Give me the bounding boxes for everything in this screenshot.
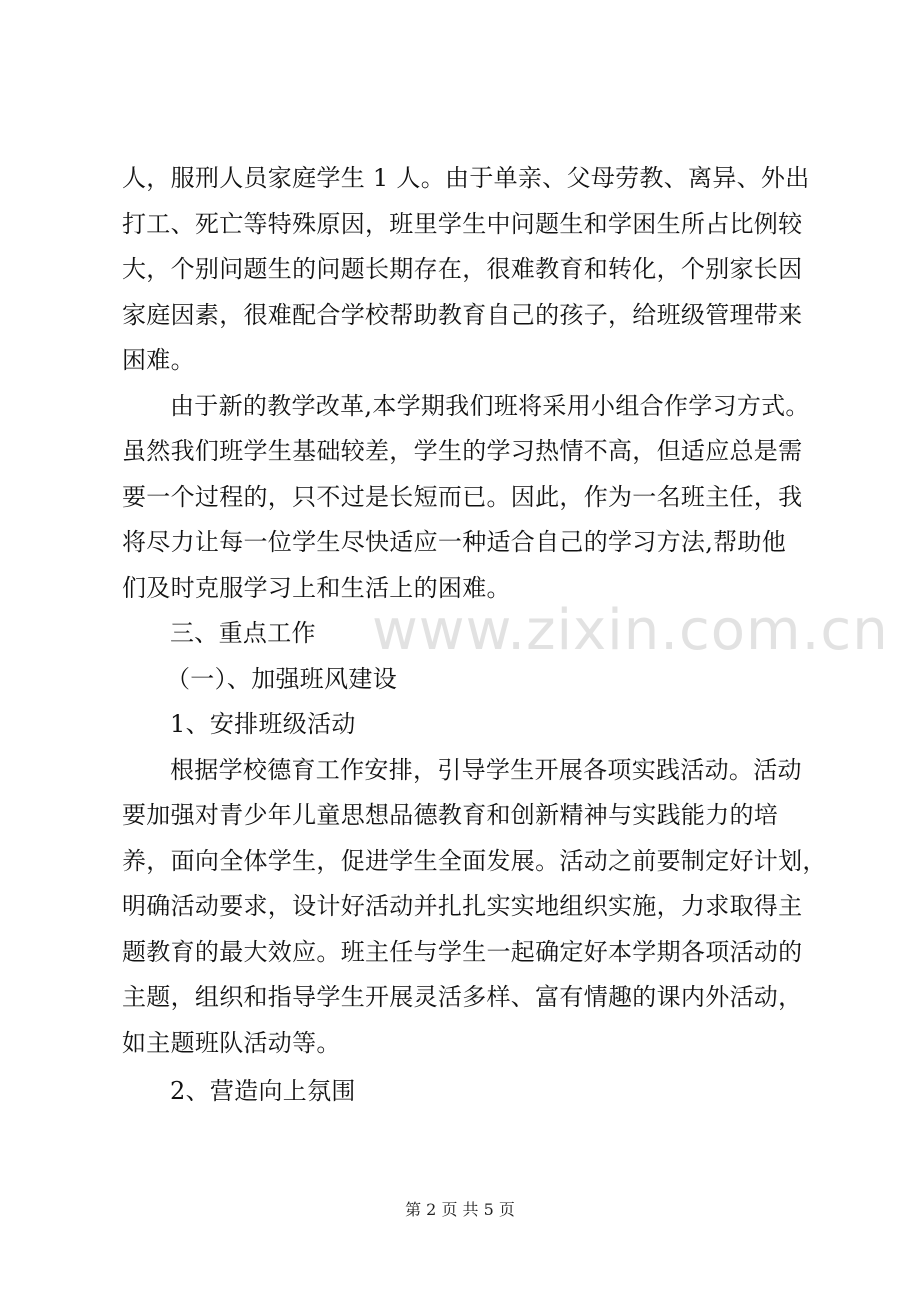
body-text-line: 要加强对青少年儿童思想品德教育和创新精神与实践能力的培	[122, 801, 779, 829]
body-text-line: 们及时克服学习上和生活上的困难。	[122, 573, 511, 602]
body-text-line: 主题，组织和指导学生开展灵活多样、富有情趣的课内外活动，	[122, 983, 803, 1011]
body-text-line: 明确活动要求，设计好活动并扎扎实实地组织实施，力求取得主	[122, 892, 803, 920]
body-text-line: 养，面向全体学生，促进学生全面发展。活动之前要制定好计划，	[122, 846, 827, 875]
body-text-line: 大，个别问题生的问题长期存在，很难教育和转化，个别家长因	[122, 255, 803, 283]
body-text-line: 由于新的教学改革,本学期我们班将采用小组合作学习方式。	[170, 391, 810, 420]
body-text-line: 家庭因素，很难配合学校帮助教育自己的孩子，给班级管理带来	[122, 300, 803, 329]
list-item-heading: 1、安排班级活动	[170, 710, 356, 738]
subsection-heading: （一）、加强班风建设	[166, 664, 397, 693]
section-heading: 三、重点工作	[170, 619, 316, 647]
watermark: www.zixin.com.cn	[372, 598, 889, 663]
body-text-line: 将尽力让每一位学生尽快适应一种适合自己的学习方法,帮助他	[122, 528, 787, 556]
document-body	[122, 156, 827, 1115]
body-text-line: 根据学校德育工作安排，引导学生开展各项实践活动。活动	[170, 755, 802, 784]
page-footer: 第 2 页 共 5 页	[405, 1200, 515, 1219]
body-text-line: 如主题班队活动等。	[122, 1028, 341, 1057]
body-text-line: 题教育的最大效应。班主任与学生一起确定好本学期各项活动的	[122, 937, 803, 966]
body-text-line: 要一个过程的，只不过是长短而已。因此，作为一名班主任，我	[122, 482, 803, 511]
body-text-line: 虽然我们班学生基础较差，学生的学习热情不高，但适应总是需	[122, 437, 803, 465]
body-text-line: 打工、死亡等特殊原因，班里学生中问题生和学困生所占比例较	[122, 209, 803, 238]
list-item-heading: 2、营造向上氛围	[170, 1077, 356, 1105]
body-text-line: 困难。	[122, 346, 195, 374]
body-text-line: 人，服刑人员家庭学生 1 人。由于单亲、父母劳教、离异、外出	[122, 164, 810, 192]
